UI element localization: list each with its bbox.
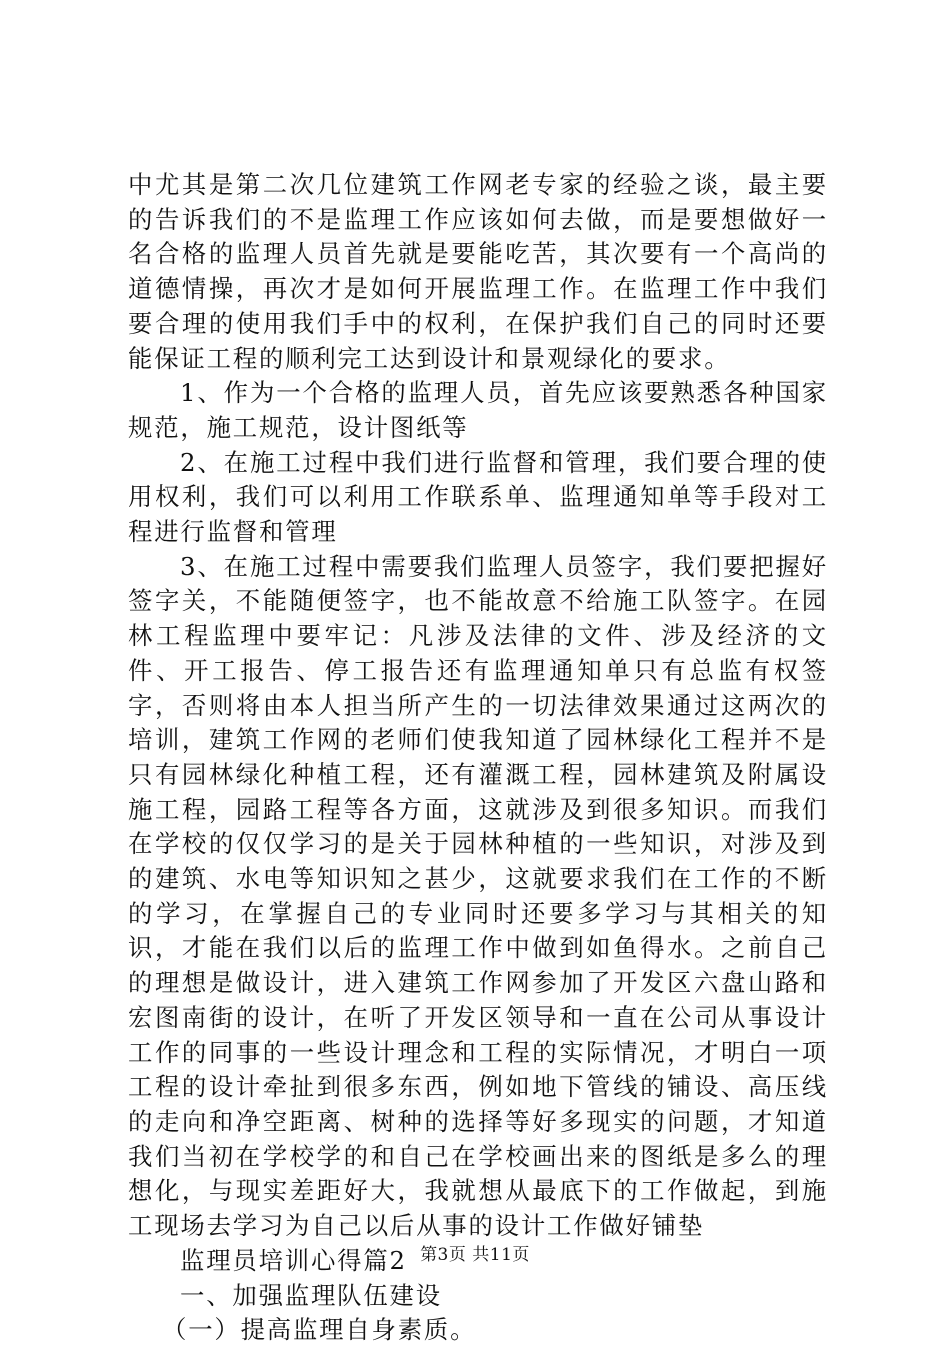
list-item-1: 1、作为一个合格的监理人员，首先应该要熟悉各种国家规范，施工规范，设计图纸等 (128, 378, 828, 442)
list-item-2: 2、在施工过程中我们进行监督和管理，我们要合理的使用权利，我们可以利用工作联系单、监理通知单等手段对工程进行监督和管理 (128, 447, 828, 547)
list-item-3: 3、在施工过程中需要我们监理人员签字，我们要把握好签字关，不能随便签字，也不能故意不给施工队签字。在园林工程监理中要牢记：凡涉及法律的文件、涉及经济的文件、开工报告、停工报告还有监理通知单只有总监有权签字，否则将由本人担当所产生的一切法律效果通过这两次的培训，建筑工作网的老师们使我知道了园林绿化工程并不是只有园林绿化种植工程，还有灌溉工程，园林建筑及附属设施工程，园路工程等各方面，这就涉及到很多知识。而我们在学校的仅仅学习的是关于园林种植的一些知识，对涉及到的建筑、水电等知识知之甚少，这就要求我们在工作的不断的学习，在掌握自己的专业同时还要多学习与其相关的知识，才能在我们以后的监理工作中做到如鱼得水。之前自己的理想是做设计，进入建筑工作网参加了开发区六盘山路和宏图南街的设计，在听了开发区领导和一直在公司从事设计工作的同事的一些设计理念和工程的实际情况，才明白一项工程的设计牵扯到很多东西，例如地下管线的铺设、高压线的走向和净空距离、树种的选择等好多现实的问题，才知道我们当初在学校学的和自己在学校画出来的图纸是多么的理想化，与现实差距好大，我就想从最底下的工作做起，到施工现场去学习为自己以后从事的设计工作做好铺垫 (128, 551, 828, 1241)
paragraph-continuation: 中尤其是第二次几位建筑工作网老专家的经验之谈，最主要的告诉我们的不是监理工作应该如何去做，而是要想做好一名合格的监理人员首先就是要能吃苦，其次要有一个高尚的道德情操，再次才是如何开展监理工作。在监理工作中我们要合理的使用我们手中的权利，在保护我们自己的同时还要能保证工程的顺利完工达到设计和景观绿化的要求。 (128, 170, 828, 373)
section-title: 监理员培训心得篇2 (180, 1245, 407, 1275)
page-number-footer: 第3页 共11页 (420, 1245, 530, 1265)
heading-level-2: （一）提高监理自身素质。 (162, 1315, 477, 1345)
document-body (128, 168, 828, 1348)
heading-level-1: 一、加强监理队伍建设 (180, 1280, 442, 1310)
